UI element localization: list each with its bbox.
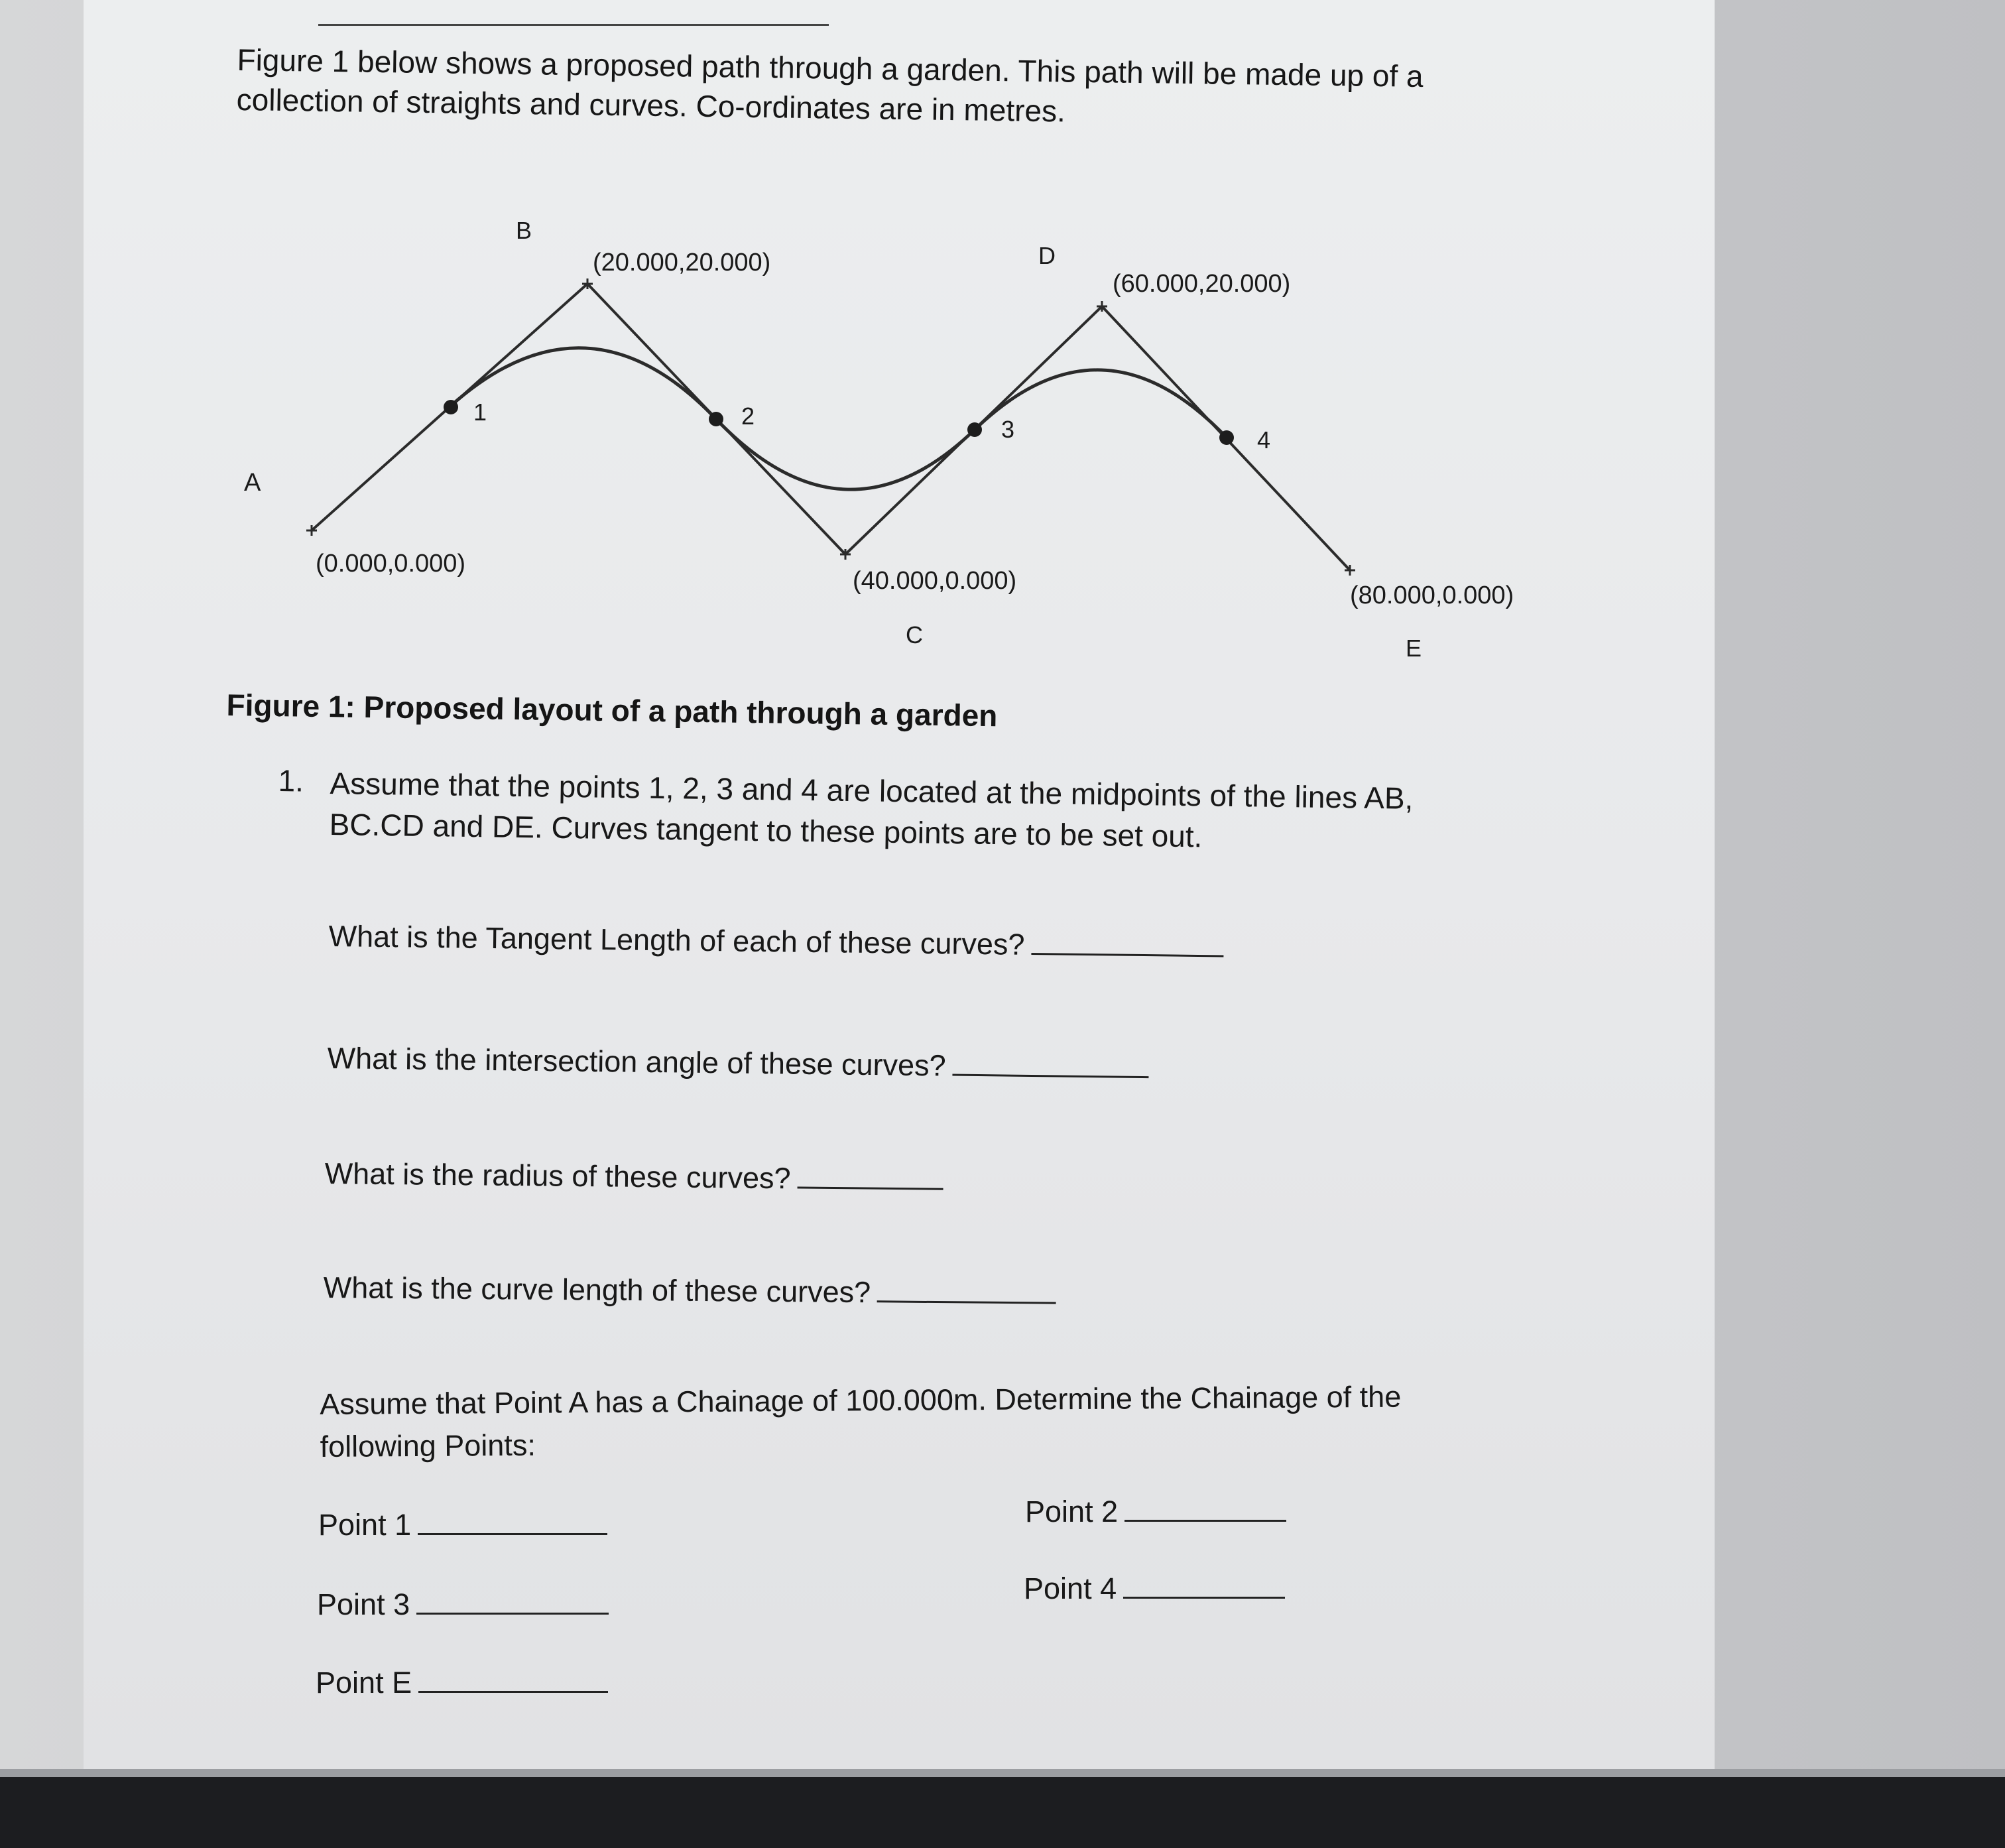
midpoint-1-dot xyxy=(444,400,458,414)
radius-label: What is the radius of these curves? xyxy=(324,1156,791,1196)
coord-C: (40.000,0.000) xyxy=(853,567,1017,595)
tangent-length-label: What is the Tangent Length of each of these curves? xyxy=(328,919,1025,961)
curve-1 xyxy=(451,348,716,419)
midpoint-2-dot xyxy=(709,412,723,426)
curve-length-answer-blank[interactable] xyxy=(877,1287,1056,1304)
label-E: E xyxy=(1406,635,1422,662)
chainage-intro xyxy=(320,1376,1402,1468)
point-4-label: Point 4 xyxy=(1024,1571,1117,1605)
figure-caption: Figure 1: Proposed layout of a path through a garden xyxy=(226,687,998,733)
point-2-label: Point 2 xyxy=(1025,1495,1119,1528)
midpoint-4-label: 4 xyxy=(1257,426,1271,454)
point-1-label: Point 1 xyxy=(318,1508,412,1542)
intersection-angle-label: What is the intersection angle of these curves? xyxy=(327,1041,946,1083)
midpoint-2-label: 2 xyxy=(741,402,755,430)
intro-line-2: collection of straights and curves. Co-ordinates are in metres. xyxy=(236,82,1066,129)
midpoint-1-label: 1 xyxy=(473,399,487,426)
question-intro xyxy=(329,763,1524,861)
path-figure xyxy=(0,0,2005,729)
coord-D: (60.000,20.000) xyxy=(1113,270,1291,298)
point-3-row xyxy=(317,1587,609,1622)
curve-2 xyxy=(716,419,975,489)
point-3-answer-blank[interactable] xyxy=(416,1599,609,1615)
intro-line-1: Figure 1 below shows a proposed path through a garden. This path will be made up of a xyxy=(237,42,1424,93)
radius-question xyxy=(324,1156,943,1198)
question-number: 1. xyxy=(278,763,304,798)
point-E-answer-blank[interactable] xyxy=(418,1678,608,1693)
question-intro-line-1: Assume that the points 1, 2, 3 and 4 are located at the midpoints of the lines AB, xyxy=(330,765,1414,816)
curve-length-question xyxy=(324,1270,1057,1312)
point-2-row xyxy=(1025,1495,1286,1529)
point-2-answer-blank[interactable] xyxy=(1124,1507,1286,1522)
point-E-row xyxy=(316,1666,608,1700)
curve-length-label: What is the curve length of these curves? xyxy=(323,1270,871,1310)
point-4-answer-blank[interactable] xyxy=(1123,1583,1285,1599)
chainage-intro-line-2: following Points: xyxy=(320,1428,536,1463)
intersection-angle-answer-blank[interactable] xyxy=(952,1061,1148,1079)
midpoint-3-dot xyxy=(967,422,982,437)
chainage-intro-line-1: Assume that Point A has a Chainage of 100.000m. Determine the Chainage of the xyxy=(320,1379,1402,1421)
point-4-row xyxy=(1024,1571,1285,1606)
tangent-lines xyxy=(312,284,1350,570)
coord-A: (0.000,0.000) xyxy=(316,550,466,578)
label-D: D xyxy=(1038,242,1056,269)
midpoint-3-label: 3 xyxy=(1001,416,1015,443)
midpoint-4-dot xyxy=(1219,430,1234,445)
point-1-row xyxy=(318,1508,607,1542)
point-E-label: Point E xyxy=(316,1666,412,1699)
radius-answer-blank[interactable] xyxy=(797,1173,943,1190)
coord-B: (20.000,20.000) xyxy=(593,249,771,277)
tangent-length-answer-blank[interactable] xyxy=(1031,940,1223,957)
point-1-answer-blank[interactable] xyxy=(418,1520,607,1535)
question-intro-line-2: BC.CD and DE. Curves tangent to these points are to be set out. xyxy=(329,806,1203,854)
monitor-bezel xyxy=(0,1777,2005,1848)
point-3-label: Point 3 xyxy=(317,1587,410,1621)
label-A: A xyxy=(244,469,261,497)
label-C: C xyxy=(906,621,923,648)
coord-E: (80.000,0.000) xyxy=(1350,582,1514,609)
label-B: B xyxy=(516,217,532,244)
vertex-markers xyxy=(306,278,1355,576)
